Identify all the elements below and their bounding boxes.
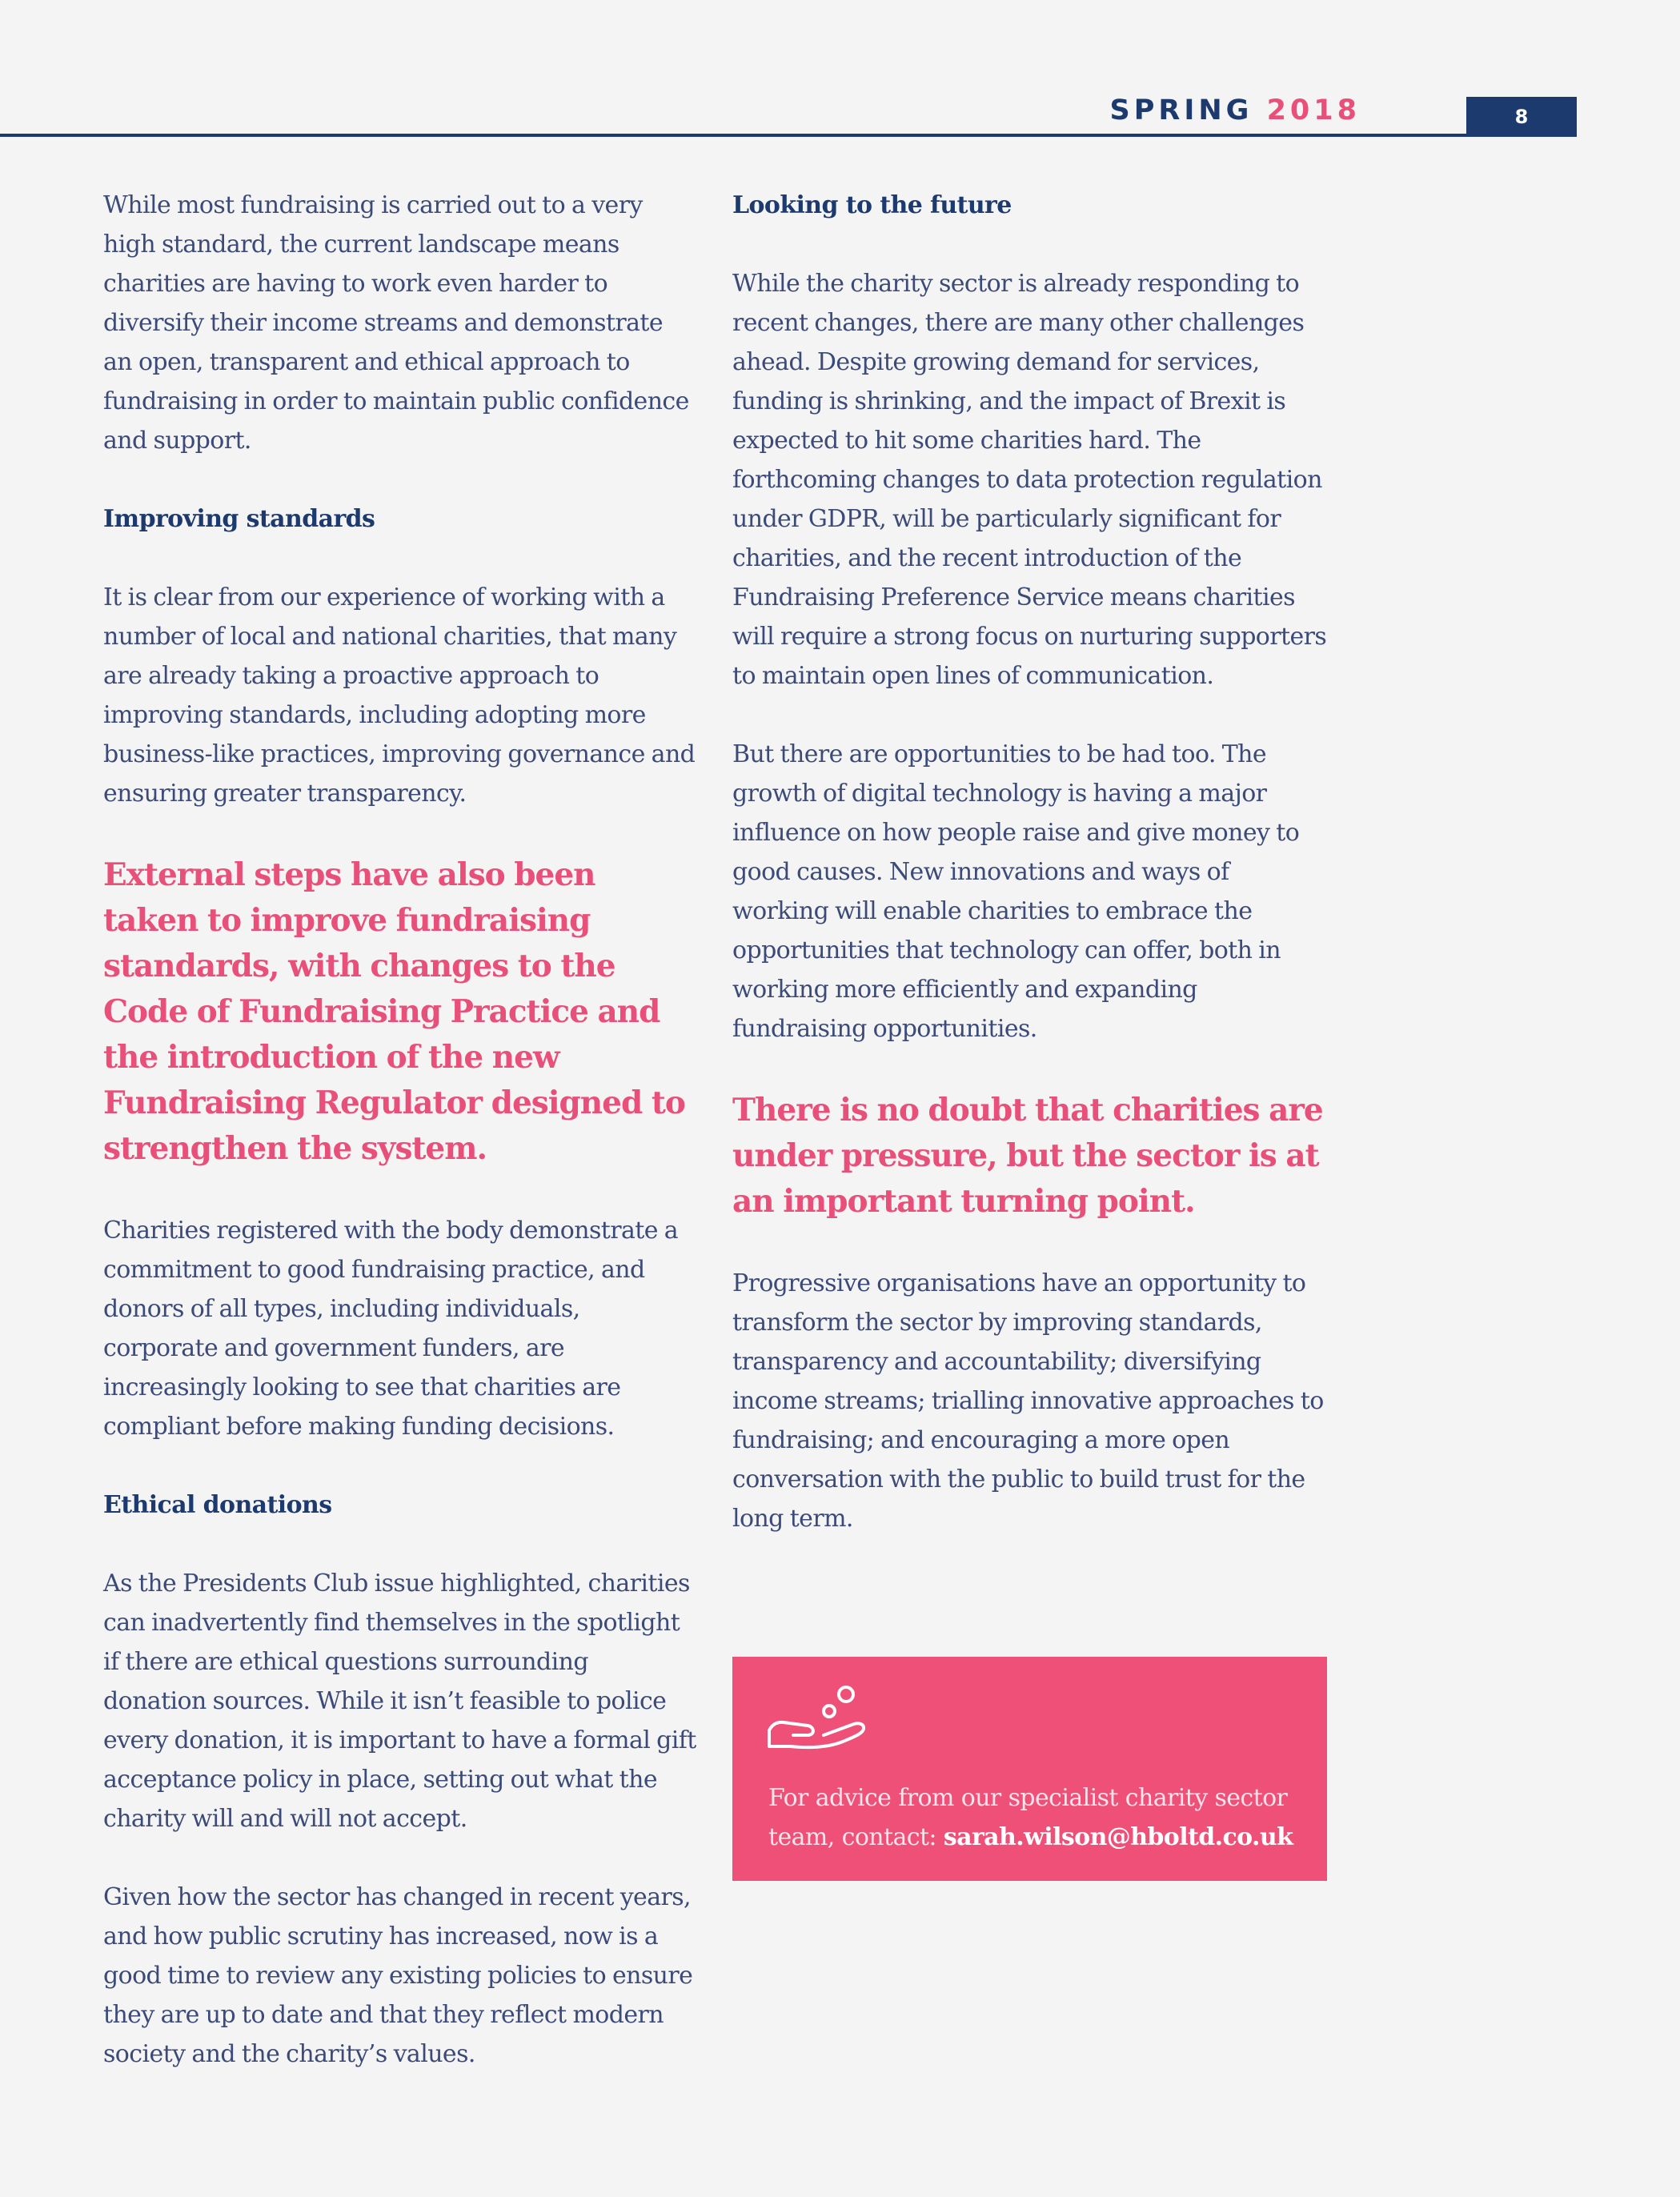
intro-paragraph: While most fundraising is carried out to a very high standard, the current landscape means charities are having to work even harder to diversify their income streams and demonstrate an open, transparent and ethical approach to fundraising in order to maintain public confidence and support. [103, 191, 689, 455]
left-column [103, 186, 697, 2113]
standards-paragraph: It is clear from our experience of working with a number of local and national charities, that many are already taking a proactive approach to improving standards, including adopting more business-like practices, improving governance and ensuring greater transparency. [103, 583, 696, 808]
hand-coins-icon [766, 1673, 870, 1761]
issue-year: 2018 [1266, 94, 1361, 126]
review-policies-paragraph: Given how the sector has changed in recent years, and how public scrutiny has increased, now is a good time to review any existing policies to ensure they are up to date and that they reflect modern society and the charity’s values. [103, 1883, 693, 2068]
right-column [732, 186, 1329, 1578]
heading-ethical-donations: Ethical donations [103, 1491, 332, 1519]
callout-message: For advice from our specialist charity sector team, contact: [768, 1784, 1288, 1851]
pull-quote-external-steps: External steps have also been taken to improve fundraising standards, with changes to the Code of Fundraising Practice and the introduction of the new Fundraising Regulator designed to strengthen the system. [103, 856, 685, 1167]
contact-email-link[interactable]: sarah.wilson@hboltd.co.uk [943, 1823, 1293, 1851]
pull-quote-turning-point: There is no doubt that charities are under pressure, but the sector is at an important turning point. [732, 1092, 1323, 1220]
heading-looking-to-future: Looking to the future [732, 191, 1012, 219]
header-rule [0, 134, 1466, 137]
registered-charities-paragraph: Charities registered with the body demonstrate a commitment to good fundraising practice, and donors of all types, including individuals, corporate and government funders, are increasingly looking to see that charities are compliant before making funding decisions. [103, 1217, 679, 1441]
future-challenges-paragraph: While the charity sector is already responding to recent changes, there are many other challenges ahead. Despite growing demand for services, funding is shrinking, and the impact of Brexit is expected to hit some charities hard. The forthcoming changes to data protection regulation under GDPR, will be particularly significant for charities, and the recent introduction of the Fundraising Preference Service means charities will require a strong focus on nurturing supporters to maintain open lines of communication. [732, 270, 1327, 690]
contact-callout [732, 1657, 1327, 1881]
callout-text [768, 1778, 1297, 1857]
progressive-organisations-paragraph: Progressive organisations have an opportunity to transform the sector by improving standards, transparency and accountability; diversifying income streams; trialling innovative approaches to fundraising; and encouraging a more open conversation with the public to build trust for the long term. [732, 1269, 1324, 1533]
presidents-club-paragraph: As the Presidents Club issue highlighted, charities can inadvertently find themselves in the spotlight if there are ethical questions surrounding donation sources. While it isn’t feasible to police every donation, it is important to have a formal gift acceptance policy in place, setting out what the charity will and will not accept. [103, 1570, 696, 1833]
heading-improving-standards: Improving standards [103, 505, 375, 533]
page-number: 8 [1466, 97, 1577, 137]
issue-title [1040, 94, 1361, 126]
issue-season: SPRING [1109, 94, 1253, 126]
page-header [0, 0, 1680, 140]
opportunities-paragraph: But there are opportunities to be had too. The growth of digital technology is having a major influence on how people raise and give money to good causes. New innovations and ways of working will enable charities to embrace the opportunities that technology can offer, both in working more efficiently and expanding fundraising opportunities. [732, 740, 1300, 1043]
